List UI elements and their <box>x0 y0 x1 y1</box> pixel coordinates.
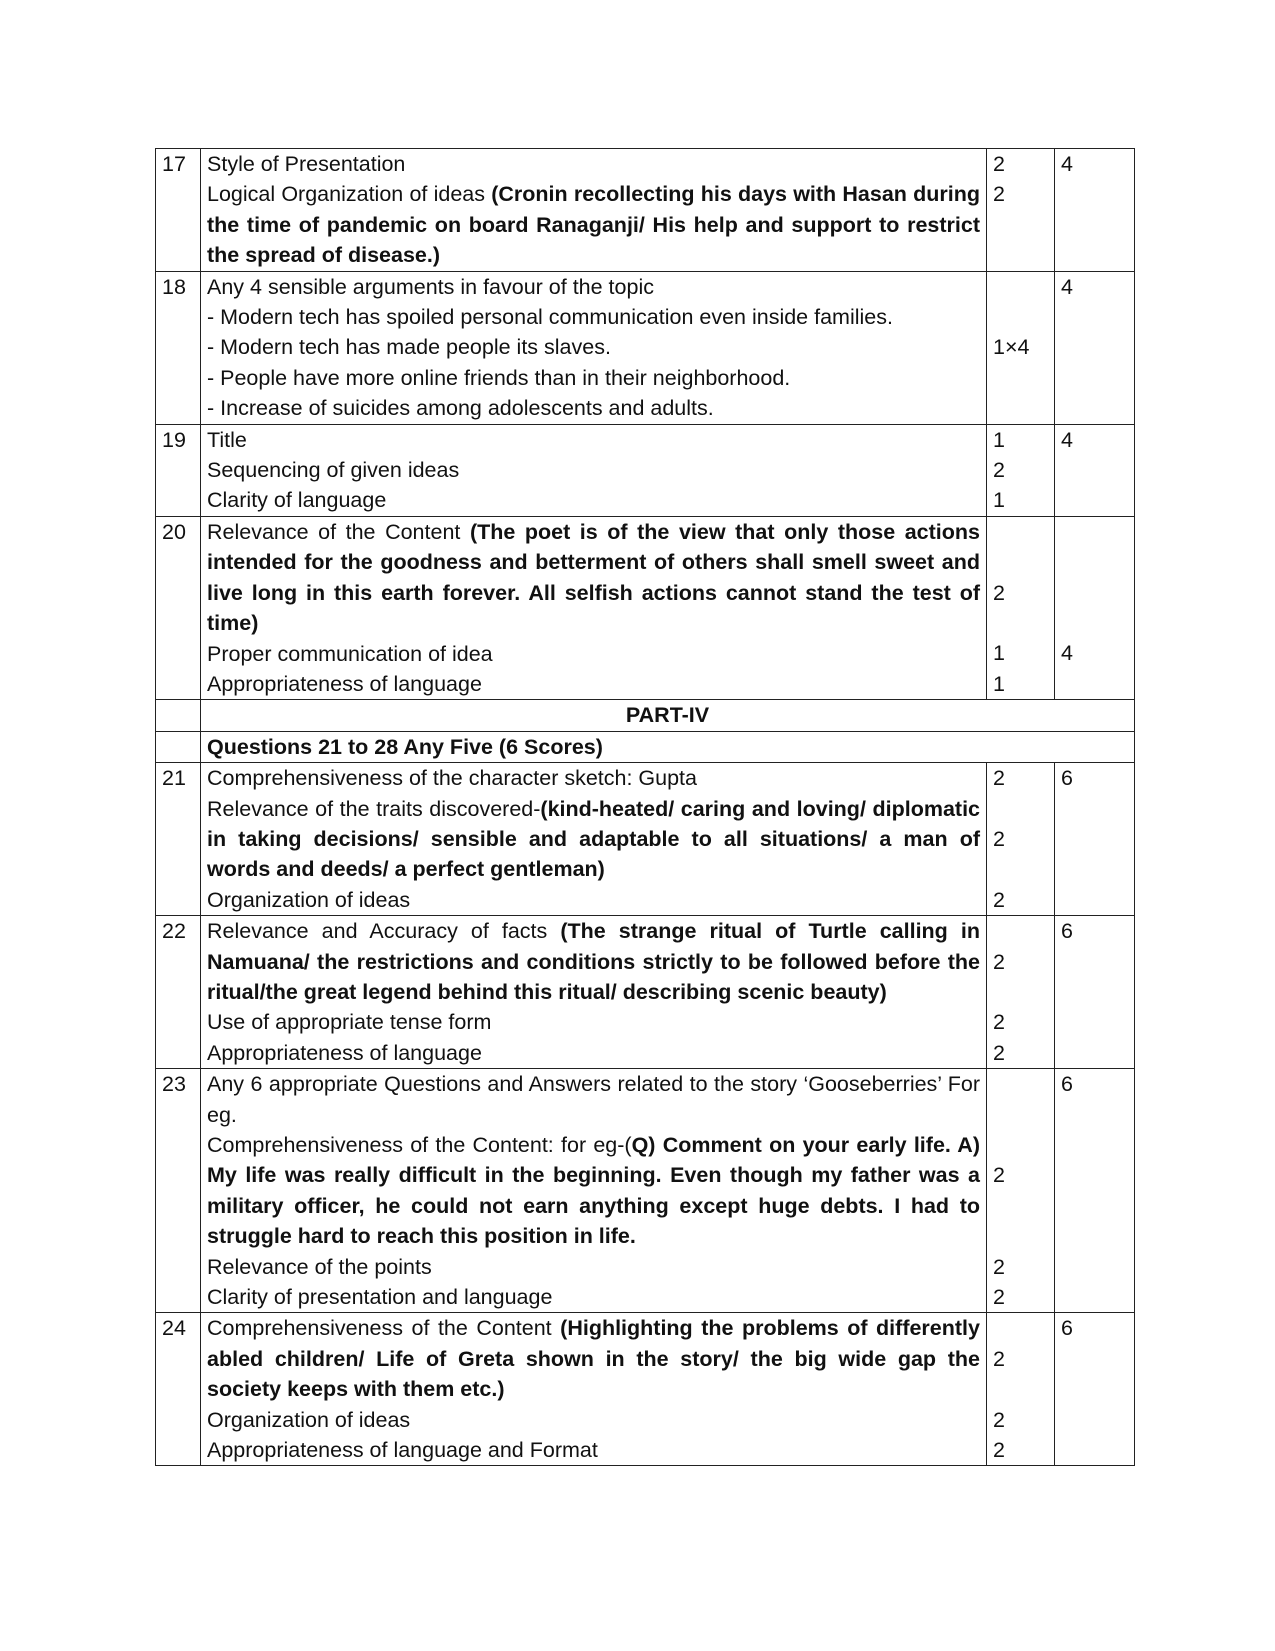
table-row <box>156 763 1135 916</box>
criterion-label: Comprehensiveness of the Content: for eg-( <box>207 1133 632 1157</box>
total-score: 6 <box>1055 763 1135 916</box>
mark-value: 2 <box>993 1284 1005 1309</box>
marks-cell <box>987 1069 1055 1313</box>
criterion <box>207 517 980 639</box>
criterion-detail: (Cronin recollecting his days with Hasan during the time of pandemic on board Ranaganji/ His help and support to restrict the spread of disease.) <box>207 182 981 268</box>
criterion: Comprehensiveness of the character sketch: Gupta <box>207 766 697 791</box>
mark-value: 2 <box>993 1010 1005 1035</box>
mark-value: 2 <box>993 580 1005 605</box>
marks-cell <box>987 424 1055 516</box>
criterion <box>207 916 980 1007</box>
part-heading: PART-IV <box>201 700 1135 731</box>
criterion: Organization of ideas <box>207 887 411 912</box>
table-row <box>156 1069 1135 1313</box>
criterion-label: Comprehensiveness of the Content <box>207 1316 561 1341</box>
mark-value: 2 <box>993 949 1005 974</box>
total-score: 6 <box>1055 1313 1135 1466</box>
total-score: 4 <box>1055 516 1135 699</box>
criterion <box>207 1313 980 1404</box>
question-number: 22 <box>156 916 201 1069</box>
criterion: Clarity of language <box>207 488 387 513</box>
question-number: 21 <box>156 763 201 916</box>
criterion-label: Relevance of the traits discovered- <box>207 796 541 821</box>
criterion: Appropriateness of language and Format <box>207 1438 598 1463</box>
mark-value: 2 <box>993 458 1005 483</box>
marks-cell <box>987 1313 1055 1466</box>
marks-cell <box>987 763 1055 916</box>
criterion: Proper communication of idea <box>207 641 493 666</box>
total-score: 4 <box>1055 149 1135 272</box>
criterion: - People have more online friends than in their neighborhood. <box>207 365 791 390</box>
criteria-cell <box>201 271 987 424</box>
criterion: Style of Presentation <box>207 152 406 176</box>
criterion-detail: Q) Comment on your early life. A) My life was really difficult in the beginning. Even though my father was a military officer, he could not earn anything except huge debts. I had to struggle hard to reach this position in life. <box>207 1133 980 1249</box>
mark-value: 2 <box>993 1346 1005 1371</box>
criterion: Sequencing of given ideas <box>207 458 460 483</box>
mark-value: 1 <box>993 671 1005 696</box>
criterion: Title <box>207 427 247 452</box>
criterion-detail: (The poet is of the view that only those actions intended for the goodness and betterment of others shall smell sweet and live long in this earth forever. All selfish actions cannot stand the test of time) <box>207 519 980 636</box>
criterion: Any 6 appropriate Questions and Answers related to the story ‘Gooseberries’ For eg. <box>207 1072 980 1127</box>
criterion: Clarity of presentation and language <box>207 1285 553 1310</box>
criterion: Organization of ideas <box>207 1407 411 1432</box>
mark-value: 1 <box>993 427 1005 452</box>
table-row <box>156 731 1135 762</box>
mark-value: 2 <box>993 182 1005 207</box>
criterion <box>207 794 980 885</box>
criteria-cell <box>201 1313 987 1466</box>
criteria-cell <box>201 149 987 272</box>
marks-cell <box>987 149 1055 272</box>
mark-value: 1 <box>993 488 1005 513</box>
criteria-cell <box>201 1069 987 1313</box>
marks-cell: 1×4 <box>987 271 1055 424</box>
criterion: - Increase of suicides among adolescents and adults. <box>207 396 714 421</box>
criterion <box>207 1130 980 1252</box>
criterion: Appropriateness of language <box>207 1040 482 1065</box>
criterion: Relevance of the points <box>207 1254 432 1279</box>
criterion: - Modern tech has made people its slaves. <box>207 335 611 360</box>
mark-value: 2 <box>993 1438 1005 1463</box>
criteria-cell <box>201 424 987 516</box>
question-number: 23 <box>156 1069 201 1313</box>
mark-value: 2 <box>993 826 1005 851</box>
mark-value: 1 <box>993 641 1005 666</box>
criterion: Any 4 sensible arguments in favour of the topic <box>207 274 654 299</box>
total-score: 6 <box>1055 1069 1135 1313</box>
table-row <box>156 149 1135 272</box>
marks-cell <box>987 516 1055 699</box>
mark-value: 2 <box>993 1040 1005 1065</box>
total-score: 6 <box>1055 916 1135 1069</box>
mark-value: 2 <box>993 1407 1005 1432</box>
table-row <box>156 516 1135 699</box>
question-number: 19 <box>156 424 201 516</box>
total-score: 4 <box>1055 271 1135 424</box>
table-row <box>156 700 1135 731</box>
criterion <box>207 179 980 270</box>
table-row <box>156 1313 1135 1466</box>
marking-scheme-table <box>155 148 1135 1466</box>
criterion: Use of appropriate tense form <box>207 1010 492 1035</box>
mark-value: 2 <box>993 1254 1005 1279</box>
criteria-cell <box>201 763 987 916</box>
table-row <box>156 916 1135 1069</box>
marks-cell <box>987 916 1055 1069</box>
criteria-cell <box>201 916 987 1069</box>
question-number: 20 <box>156 516 201 699</box>
criteria-cell <box>201 516 987 699</box>
section-heading: Questions 21 to 28 Any Five (6 Scores) <box>201 731 1135 762</box>
criterion-detail: (kind-heated/ caring and loving/ diplomatic in taking decisions/ sensible and adaptable to all situations/ a man of words and deeds/ a perfect gentleman) <box>207 796 980 882</box>
question-number: 17 <box>156 149 201 272</box>
question-number: 24 <box>156 1313 201 1466</box>
mark-value: 2 <box>993 766 1005 791</box>
criterion-detail: (Highlighting the problems of differently abled children/ Life of Greta shown in the story/ the big wide gap the society keeps with them etc.) <box>207 1316 980 1402</box>
table-row <box>156 271 1135 424</box>
criterion-label: Relevance and Accuracy of facts <box>207 919 561 944</box>
criterion-label: Relevance of the Content <box>207 519 470 544</box>
mark-value: 2 <box>993 887 1005 912</box>
criterion: Appropriateness of language <box>207 671 482 696</box>
total-score: 4 <box>1055 424 1135 516</box>
question-number: 18 <box>156 271 201 424</box>
criterion-label: Logical Organization of ideas <box>207 182 492 207</box>
mark-value: 2 <box>993 1163 1005 1188</box>
mark-value: 2 <box>993 152 1005 176</box>
criterion: - Modern tech has spoiled personal communication even inside families. <box>207 305 893 330</box>
table-row <box>156 424 1135 516</box>
criterion-detail: (The strange ritual of Turtle calling in Namuana/ the restrictions and conditions strictly to be followed before the ritual/the great legend behind this ritual/ describing scenic beauty) <box>207 919 980 1004</box>
